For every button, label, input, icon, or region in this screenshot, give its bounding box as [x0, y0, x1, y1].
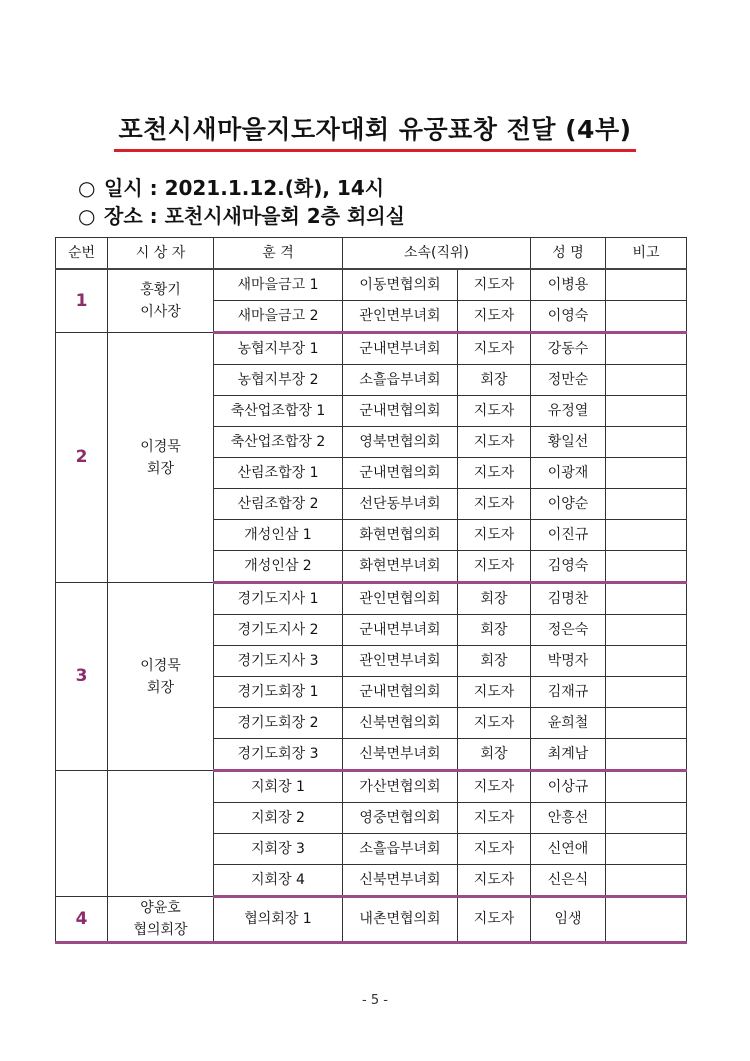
header-award: 훈 격 — [214, 238, 343, 270]
cell-award: 산림조합장 2 — [214, 489, 343, 520]
award-table — [55, 237, 687, 944]
page-number: - 5 - — [362, 993, 388, 1008]
table-row — [56, 269, 687, 301]
cell-note — [606, 646, 687, 677]
presenter-line: 홍황기 — [140, 282, 181, 298]
cell-organization: 선단동부녀회 — [343, 489, 458, 520]
cell-note — [606, 489, 687, 520]
presenter-line: 이사장 — [140, 304, 181, 320]
cell-position: 회장 — [458, 739, 531, 771]
cell-organization: 화현면협의회 — [343, 520, 458, 551]
cell-name: 이상규 — [531, 771, 606, 803]
circle-bullet-icon: ○ — [78, 176, 96, 200]
cell-name: 김재규 — [531, 677, 606, 708]
header-seq: 순번 — [56, 238, 108, 270]
award-table-body — [56, 269, 687, 943]
cell-organization: 내촌면협의회 — [343, 897, 458, 943]
cell-award: 경기도지사 3 — [214, 646, 343, 677]
cell-note — [606, 834, 687, 865]
cell-position: 지도자 — [458, 427, 531, 458]
cell-name: 안흥선 — [531, 803, 606, 834]
cell-name: 김명찬 — [531, 583, 606, 615]
cell-organization: 영북면협의회 — [343, 427, 458, 458]
cell-position: 회장 — [458, 583, 531, 615]
table-row — [56, 333, 687, 365]
cell-position: 지도자 — [458, 301, 531, 333]
cell-organization: 신북면부녀회 — [343, 865, 458, 897]
cell-organization: 신북면협의회 — [343, 708, 458, 739]
cell-award: 새마을금고 2 — [214, 301, 343, 333]
cell-position: 지도자 — [458, 269, 531, 301]
cell-name: 이진규 — [531, 520, 606, 551]
cell-name: 이광재 — [531, 458, 606, 489]
cell-name: 신연애 — [531, 834, 606, 865]
cell-note — [606, 301, 687, 333]
cell-note — [606, 708, 687, 739]
cell-award: 개성인삼 2 — [214, 551, 343, 583]
cell-position: 지도자 — [458, 834, 531, 865]
cell-name: 강동수 — [531, 333, 606, 365]
cell-organization: 이동면협의회 — [343, 269, 458, 301]
cell-position: 회장 — [458, 365, 531, 396]
cell-note — [606, 333, 687, 365]
cell-organization: 소흘읍부녀회 — [343, 365, 458, 396]
cell-note — [606, 865, 687, 897]
table-row — [56, 771, 687, 803]
cell-award: 개성인삼 1 — [214, 520, 343, 551]
header-note: 비고 — [606, 238, 687, 270]
cell-position: 지도자 — [458, 520, 531, 551]
cell-award: 새마을금고 1 — [214, 269, 343, 301]
cell-organization: 관인면협의회 — [343, 583, 458, 615]
cell-name: 임생 — [531, 897, 606, 943]
presenter-line: 회장 — [146, 460, 175, 477]
cell-organization: 군내면협의회 — [343, 677, 458, 708]
cell-position: 지도자 — [458, 677, 531, 708]
cell-award: 축산업조합장 1 — [214, 396, 343, 427]
cell-position: 지도자 — [458, 396, 531, 427]
group-number: 4 — [56, 897, 108, 943]
cell-name: 윤희철 — [531, 708, 606, 739]
cell-award: 경기도회장 2 — [214, 708, 343, 739]
cell-position: 회장 — [458, 646, 531, 677]
title-container — [0, 110, 750, 152]
cell-note — [606, 615, 687, 646]
circle-bullet-icon: ○ — [78, 204, 96, 228]
cell-award: 축산업조합장 2 — [214, 427, 343, 458]
cell-organization: 가산면협의회 — [343, 771, 458, 803]
presenter-line: 이경묵 — [140, 438, 181, 455]
cell-note — [606, 551, 687, 583]
cell-award: 농협지부장 1 — [214, 333, 343, 365]
table-header-row — [56, 238, 687, 270]
cell-organization: 군내면부녀회 — [343, 615, 458, 646]
cell-note — [606, 396, 687, 427]
cell-name: 유정열 — [531, 396, 606, 427]
cell-award: 지회장 2 — [214, 803, 343, 834]
cell-organization: 신북면부녀회 — [343, 739, 458, 771]
group-presenter — [108, 583, 214, 771]
group-presenter — [108, 333, 214, 583]
cell-award: 경기도지사 1 — [214, 583, 343, 615]
cell-name: 이영숙 — [531, 301, 606, 333]
cell-note — [606, 427, 687, 458]
cell-position: 지도자 — [458, 897, 531, 943]
header-affiliation: 소속(직위) — [343, 238, 531, 270]
info-datetime-text: 일시 : 2021.1.12.(화), 14시 — [104, 176, 385, 200]
table-row — [56, 583, 687, 615]
group-number: 3 — [56, 583, 108, 771]
cell-position: 지도자 — [458, 803, 531, 834]
cell-organization: 영중면협의회 — [343, 803, 458, 834]
info-location-text: 장소 : 포천시새마을회 2층 회의실 — [104, 204, 405, 228]
group-number: 1 — [56, 269, 108, 333]
cell-name: 박명자 — [531, 646, 606, 677]
cell-name: 이병용 — [531, 269, 606, 301]
cell-position: 지도자 — [458, 865, 531, 897]
cell-award: 협의회장 1 — [214, 897, 343, 943]
presenter-line: 이경묵 — [140, 657, 181, 674]
group-presenter — [108, 897, 214, 943]
info-location — [78, 200, 405, 229]
cell-award: 지회장 3 — [214, 834, 343, 865]
cell-note — [606, 458, 687, 489]
cell-position: 지도자 — [458, 333, 531, 365]
cell-award: 지회장 4 — [214, 865, 343, 897]
cell-note — [606, 583, 687, 615]
cell-award: 산림조합장 1 — [214, 458, 343, 489]
cell-award: 경기도지사 2 — [214, 615, 343, 646]
cell-name: 김영숙 — [531, 551, 606, 583]
group-presenter — [108, 771, 214, 897]
cell-note — [606, 269, 687, 301]
cell-position: 지도자 — [458, 458, 531, 489]
page-title: 포천시새마을지도자대회 유공표창 전달 (4부) — [114, 110, 635, 152]
cell-organization: 관인면부녀회 — [343, 301, 458, 333]
group-number: 2 — [56, 333, 108, 583]
cell-position: 지도자 — [458, 771, 531, 803]
group-presenter — [108, 269, 214, 333]
cell-organization: 군내면부녀회 — [343, 333, 458, 365]
cell-note — [606, 897, 687, 943]
cell-note — [606, 803, 687, 834]
cell-name: 신은식 — [531, 865, 606, 897]
info-datetime — [78, 172, 384, 201]
header-presenter: 시 상 자 — [108, 238, 214, 270]
cell-position: 지도자 — [458, 489, 531, 520]
cell-note — [606, 520, 687, 551]
cell-position: 지도자 — [458, 551, 531, 583]
cell-name: 최계남 — [531, 739, 606, 771]
cell-organization: 군내면협의회 — [343, 458, 458, 489]
cell-organization: 소흘읍부녀회 — [343, 834, 458, 865]
cell-name: 정만순 — [531, 365, 606, 396]
header-name: 성 명 — [531, 238, 606, 270]
cell-name: 황일선 — [531, 427, 606, 458]
cell-award: 경기도회장 3 — [214, 739, 343, 771]
cell-note — [606, 677, 687, 708]
cell-position: 회장 — [458, 615, 531, 646]
presenter-line: 회장 — [146, 679, 175, 696]
cell-position: 지도자 — [458, 708, 531, 739]
cell-note — [606, 365, 687, 396]
cell-note — [606, 739, 687, 771]
table-row — [56, 897, 687, 943]
cell-award: 농협지부장 2 — [214, 365, 343, 396]
cell-award: 경기도회장 1 — [214, 677, 343, 708]
group-number — [56, 771, 108, 897]
cell-note — [606, 771, 687, 803]
presenter-line: 협의회장 — [133, 922, 188, 938]
cell-organization: 관인면부녀회 — [343, 646, 458, 677]
cell-award: 지회장 1 — [214, 771, 343, 803]
cell-name: 이양순 — [531, 489, 606, 520]
cell-name: 정은숙 — [531, 615, 606, 646]
presenter-line: 양윤호 — [140, 900, 181, 916]
cell-organization: 화현면부녀회 — [343, 551, 458, 583]
cell-organization: 군내면협의회 — [343, 396, 458, 427]
